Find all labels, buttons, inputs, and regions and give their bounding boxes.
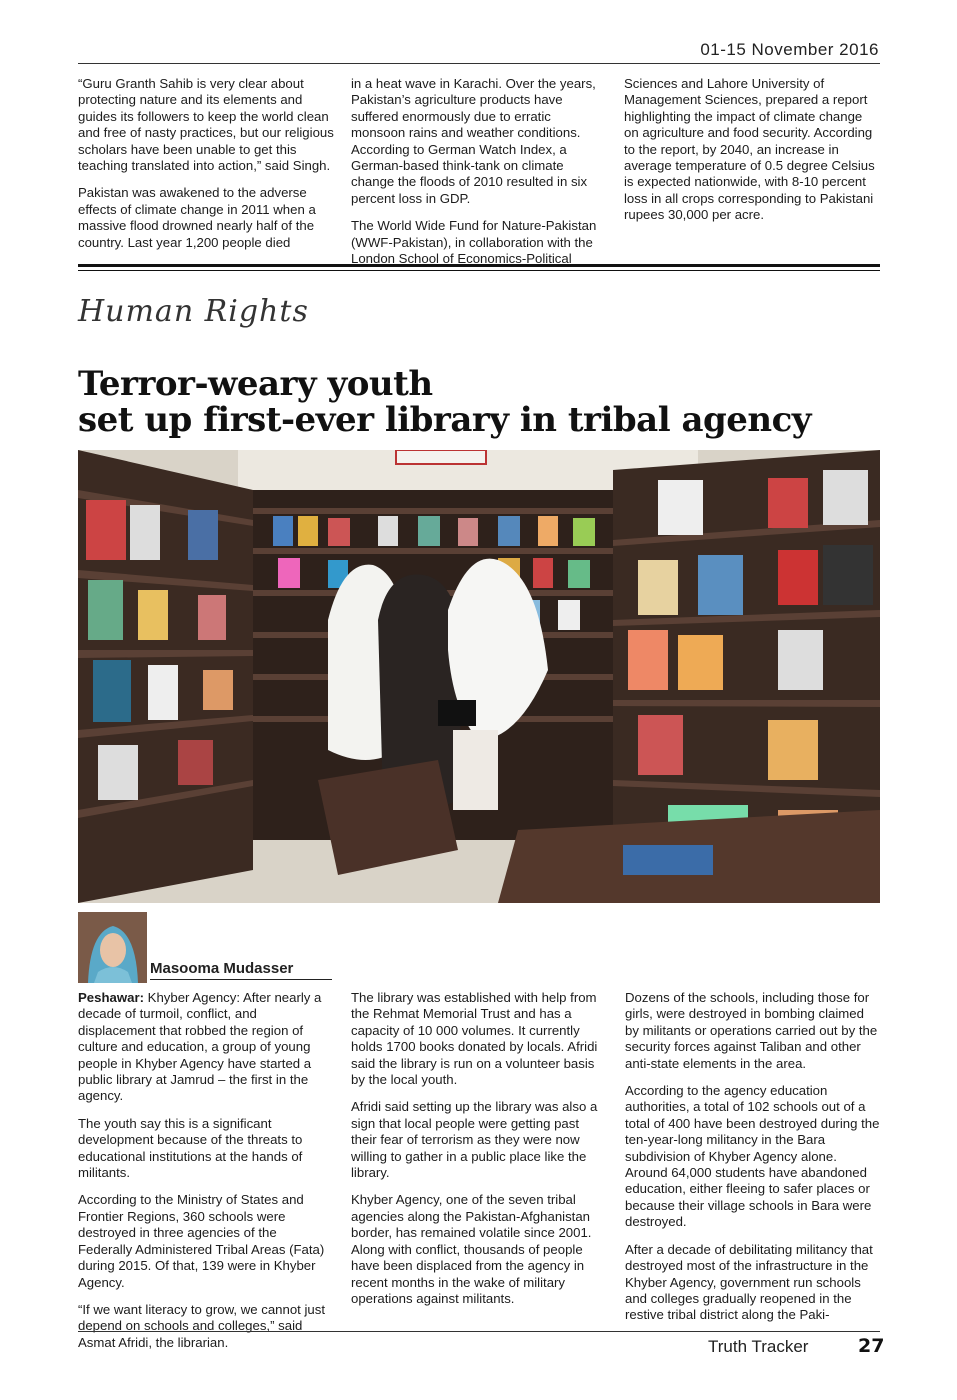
article-column-1 [78,990,334,1351]
paragraph: “If we want literacy to grow, we cannot just depend on schools and colleges,” said Asmat Afridi, the librarian. [78,1301,326,1350]
dateline: Peshawar: [78,990,144,1005]
paragraph: After a decade of debilitating militancy that destroyed most of the infrastructure in the Khyber Agency, government run schools and colleges gradually reopened in the restive tribal district along the Paki- [625,1241,873,1323]
issue-date: 01-15 November 2016 [700,40,879,59]
header-divider [78,63,880,64]
headline-line-1: Terror-weary youth [78,364,433,404]
paragraph: “Guru Granth Sahib is very clear about protecting nature and its elements and guides its followers to keep the world clean and free of nasty practices, but our religious scholars have been unable to get this teaching translated into action,” said Singh. [78,76,334,174]
paragraph-text: Khyber Agency: After nearly a decade of turmoil, conflict, and displacement that robbed the region of culture and education, a group of young people in Khyber Agency have started a public library at Jamrud – the first in the agency. [78,990,322,1104]
paragraph: Pakistan was awakened to the adverse effects of climate change in 2011 when a massive flood drowned nearly half of the country. Last year 1,200 people died [78,185,316,250]
previous-article-column-1 [78,76,335,251]
paragraph: in a heat wave in Karachi. Over the years, Pakistan’s agriculture products have suffered enormously due to erratic monsoon rains and weather conditions. According to German Watch Index, a German-based think-tank on climate change the floods of 2010 resulted in six percent loss in GDP. [351,76,596,206]
article-column-2 [351,990,607,1307]
paragraph: The library was established with help from the Rehmat Memorial Trust and has a capacity of 10 000 volumes. It currently holds 1700 books donated by locals. Afridi said the library is run on a volunteer basis by the local youth. [351,990,598,1088]
paragraph: Khyber Agency, one of the seven tribal agencies along the Pakistan-Afghanistan border, has remained volatile since 2001. Along with conflict, thousands of people have been displaced from the agency in recent months in the wake of military operations against militants. [351,1192,592,1306]
section-divider [78,264,880,271]
author-avatar [78,912,147,983]
paragraph: Sciences and Lahore University of Management Sciences, prepared a report highlighting the impact of climate change on agriculture and food security. According to the report, by 2040, an increase in average temperature of 0.5 degree Celsius is expected nationwide, with 8-10 percent loss in all crops corresponding to Pakistani rupees 30,000 per acre. [624,76,875,223]
article-column-3 [625,990,881,1324]
section-label: Human Rights [78,294,309,329]
previous-article-column-3 [624,76,880,224]
page-number: 27 [858,1335,885,1357]
paragraph: According to the Ministry of States and Frontier Regions, 360 schools were destroyed in three agencies of the Federally Administered Tribal Areas (Fata) during 2015. Of that, 139 were in Khyber Agency. [78,1192,325,1290]
paragraph: Dozens of the schools, including those for girls, were destroyed in bombing claimed by militants or operations carried out by the security forces against Taliban and other anti-state elements in the area. [625,990,878,1071]
previous-article-column-2 [351,76,608,267]
paragraph: The World Wide Fund for Nature-Pakistan (WWF-Pakistan), in collaboration with the London School of Economics-Political [351,218,597,267]
footer-divider [78,1331,880,1332]
paragraph: According to the agency education authorities, a total of 102 schools out of a total of 400 have been destroyed during the ten-year-long militancy in the Bara subdivision of Khyber Agency alone. Around 64,000 students have abandoned education, either fleeing to safer places or because their village schools in Bara were destroyed. [625,1083,880,1230]
headline-line-2: set up first-ever library in tribal agency [78,400,812,440]
paragraph [78,990,334,1105]
paragraph: Afridi said setting up the library was also a sign that local people were getting past their fear of terrorism as they were now willing to gather in a public place like the library. [351,1099,598,1181]
footer-publication: Truth Tracker [708,1337,809,1356]
library-photo [78,450,880,903]
author-name: Masooma Mudasser [150,960,332,980]
paragraph: The youth say this is a significant development because of the threats to educational institutions at the hands of militants. [78,1115,303,1181]
article-headline [78,366,880,438]
